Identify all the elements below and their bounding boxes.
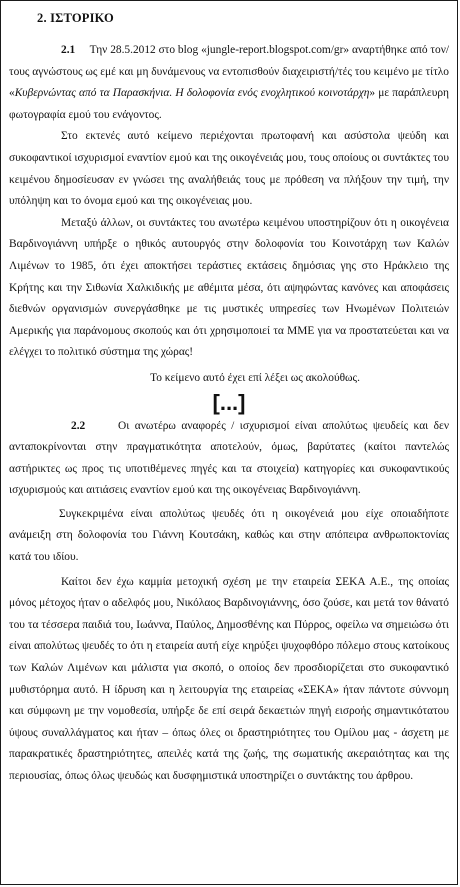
paragraph-murder-denial: Συγκεκριμένα είναι απολύτως ψευδές ότι η οικογένειά μου είχε οποιαδήποτε ανάμειξη στη δολοφονία του Γιάννη Κουτσάκη, καθώς και στην απόπειρα ανθρωποκτονίας κατά του ιδίου. xyxy=(9,507,449,564)
paragraph-text: Την 28.5.2012 στο blog «jungle-report.blogspot.com/gr» αναρτήθηκε από τον/τους αγνώστους ως εμέ και μη δυνάμενους να εντοπισθούν διαχειριστή/τές του κειμένο με τίτλο « xyxy=(9,44,450,100)
paragraph-allegations: Μεταξύ άλλων, οι συντάκτες του ανωτέρω κειμένου υποστηρίζουν ότι η οικογένεια Βαρδινογιάννη υπήρξε ο ηθικός αυτουργός στην δολοφονία του Κοινοτάρχη των Καλών Λιμένων το 1985, ότι έχει αποκτήσει τεράστιες εκτάσεις δημόσιας γης στο Ηράκλειο της Κρήτης και την Σιθωνία Χαλκιδικής με αθέμιτα μέσα, ότι αψηφώντας κανόνες και αποφάσεις διεθνών οργανισμών συνεργάσθηκε με τις μυστικές υπηρεσίες των Ηνωμένων Πολιτειών Αμερικής για παράνομους σκοπούς και ότι χρησιμοποιεί τα ΜΜΕ για να προστατεύεται και να ελέγχει το πολιτικό σύστημα της χώρας! xyxy=(9,216,449,359)
paragraph-number: 2.2 xyxy=(71,419,86,432)
article-title: Κυβερνώντας από τα Παρασκήνια. Η δολοφονία ενός ενοχλητικού κοινοτάρχη xyxy=(14,87,370,100)
paragraph-text: » με παράπλευρη φωτογραφία εμού του ενάγοντος. xyxy=(9,87,449,121)
paragraph-falsehoods: Στο εκτενές αυτό κείμενο περιέχονται πρωτοφανή και ασύστολα ψεύδη και συκοφαντικοί ισχυρισμοί εναντίον εμού και της οικογένειάς μου, τους οποίους οι συντάκτες του κειμένου δημοσίευσαν εν γνώσει της αναλήθειάς τους με πρόθεση να πλήξουν την τιμή, την υπόληψη και το όνομα εμού και της οικογένειας μου. xyxy=(9,130,449,208)
paragraph-2-2 xyxy=(9,416,449,502)
paragraph-2-1 xyxy=(9,40,449,126)
paragraph-text: Οι ανωτέρω αναφορές / ισχυρισμοί είναι απολύτως ψευδείς και δεν ανταποκρίνονται στην πραγματικότητα αποτελούν, όμως, βαρύτατες (καίτοι παντελώς αστήρικτες ως προς τις υποτιθέμενες πηγές και τα στοιχεία) κατηγορίες και συκοφαντικούς ισχυρισμούς και αιτιάσεις εναντίον εμού και της οικογένειας Βαρδινογιάννη. xyxy=(9,419,449,497)
paragraph-number: 2.1 xyxy=(61,44,76,56)
paragraph-verbatim-intro: Το κείμενο αυτό έχει επί λέξει ως ακολούθως. xyxy=(150,371,360,384)
section-heading: 2. ΙΣΤΟΡΙΚΟ xyxy=(37,11,114,25)
paragraph-seka: Καίτοι δεν έχω καμμία μετοχική σχέση με την εταιρεία ΣΕΚΑ Α.Ε., της οποίας μόνος μέτοχος ήταν ο αδελφός μου, Νικόλαος Βαρδινογιάννης, όσο ζούσε, και μετά τον θάνατό του τα τέσσερα παιδιά του, Ιωάννα, Παύλος, Δημοσθένης και Πύρρος, οφείλω να σημειώσω ότι είναι απολύτως ψευδές το ότι η εταιρεία αυτή είχε κηρύξει ψυχοφθόρο πόλεμο στους κατοίκους των Καλών Λιμένων και μάλιστα για σκοπό, ο οποίος δεν προσδιορίζεται στο συκοφαντικό μυθιστόρημα αυτό. Η ίδρυση και η λειτουργία της εταιρείας «ΣΕΚΑ» ήταν πάντοτε σύννομη και σύμφωνη με την νομοθεσία, υπήρξε δε επί σειρά δεκαετιών πηγή εισροής σημαντικότατου ύψους συναλλάγματος και ήταν – όπως όλες οι δραστηριότητες του Ομίλου μας - άσχετη με παρακρατικές δραστηριότητες, απειλές κατά της ζωής, της σωματικής ακεραιότητας και της περιουσίας, όπως όλως ψευδώς και δυσφημιστικά υποστηρίζει ο συντάκτης του άρθρου. xyxy=(9,575,449,782)
omission-marker: [...] xyxy=(212,389,246,415)
